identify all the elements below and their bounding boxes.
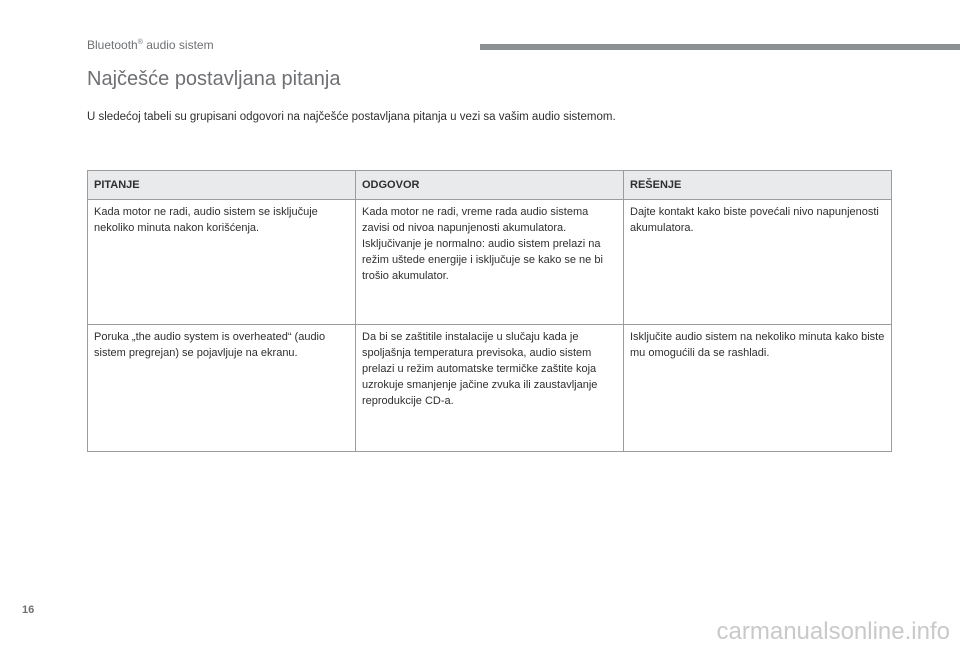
- answer-cell: Da bi se zaštitile instalacije u slučaju kada je spoljašnja temperatura previsoka, audio sistem prelazi u režim automatske termičke zaštite koja uzrokuje smanjenje jačine zvuka ili zaustavljanje reprodukcije CD-a.: [356, 325, 624, 452]
- table-header-row: [88, 171, 892, 200]
- registered-mark: ®: [137, 39, 143, 46]
- table-row: [88, 325, 892, 452]
- column-header-answer: ODGOVOR: [356, 171, 624, 200]
- header-bar: [480, 44, 960, 50]
- question-cell: Kada motor ne radi, audio sistem se isključuje nekoliko minuta nakon korišćenja.: [88, 200, 356, 325]
- page-title: Najčešće postavljana pitanja: [87, 68, 341, 90]
- table-row: [88, 200, 892, 325]
- intro-text: U sledećoj tabeli su grupisani odgovori na najčešće postavljana pitanja u vezi sa vašim audio sistemom.: [87, 111, 616, 123]
- section-label-rest: audio sistem: [142, 38, 214, 52]
- solution-cell: Isključite audio sistem na nekoliko minuta kako biste mu omogućili da se rashladi.: [624, 325, 892, 452]
- solution-cell: Dajte kontakt kako biste povećali nivo napunjenosti akumulatora.: [624, 200, 892, 325]
- question-cell: Poruka „the audio system is overheated“ (audio sistem pregrejan) se pojavljuje na ekranu.: [88, 325, 356, 452]
- watermark-text: carmanualsonline.info: [716, 618, 950, 645]
- column-header-question: PITANJE: [88, 171, 356, 200]
- section-header-label: [87, 38, 214, 52]
- section-label-brand: Bluetooth: [87, 38, 138, 52]
- page-number: 16: [22, 604, 35, 616]
- answer-cell: Kada motor ne radi, vreme rada audio sistema zavisi od nivoa napunjenosti akumulatora. Isključivanje je normalno: audio sistem prelazi na režim uštede energije i isključuje se kako se ne bi trošio akumulator.: [356, 200, 624, 325]
- faq-table: [87, 170, 892, 452]
- column-header-solution: REŠENJE: [624, 171, 892, 200]
